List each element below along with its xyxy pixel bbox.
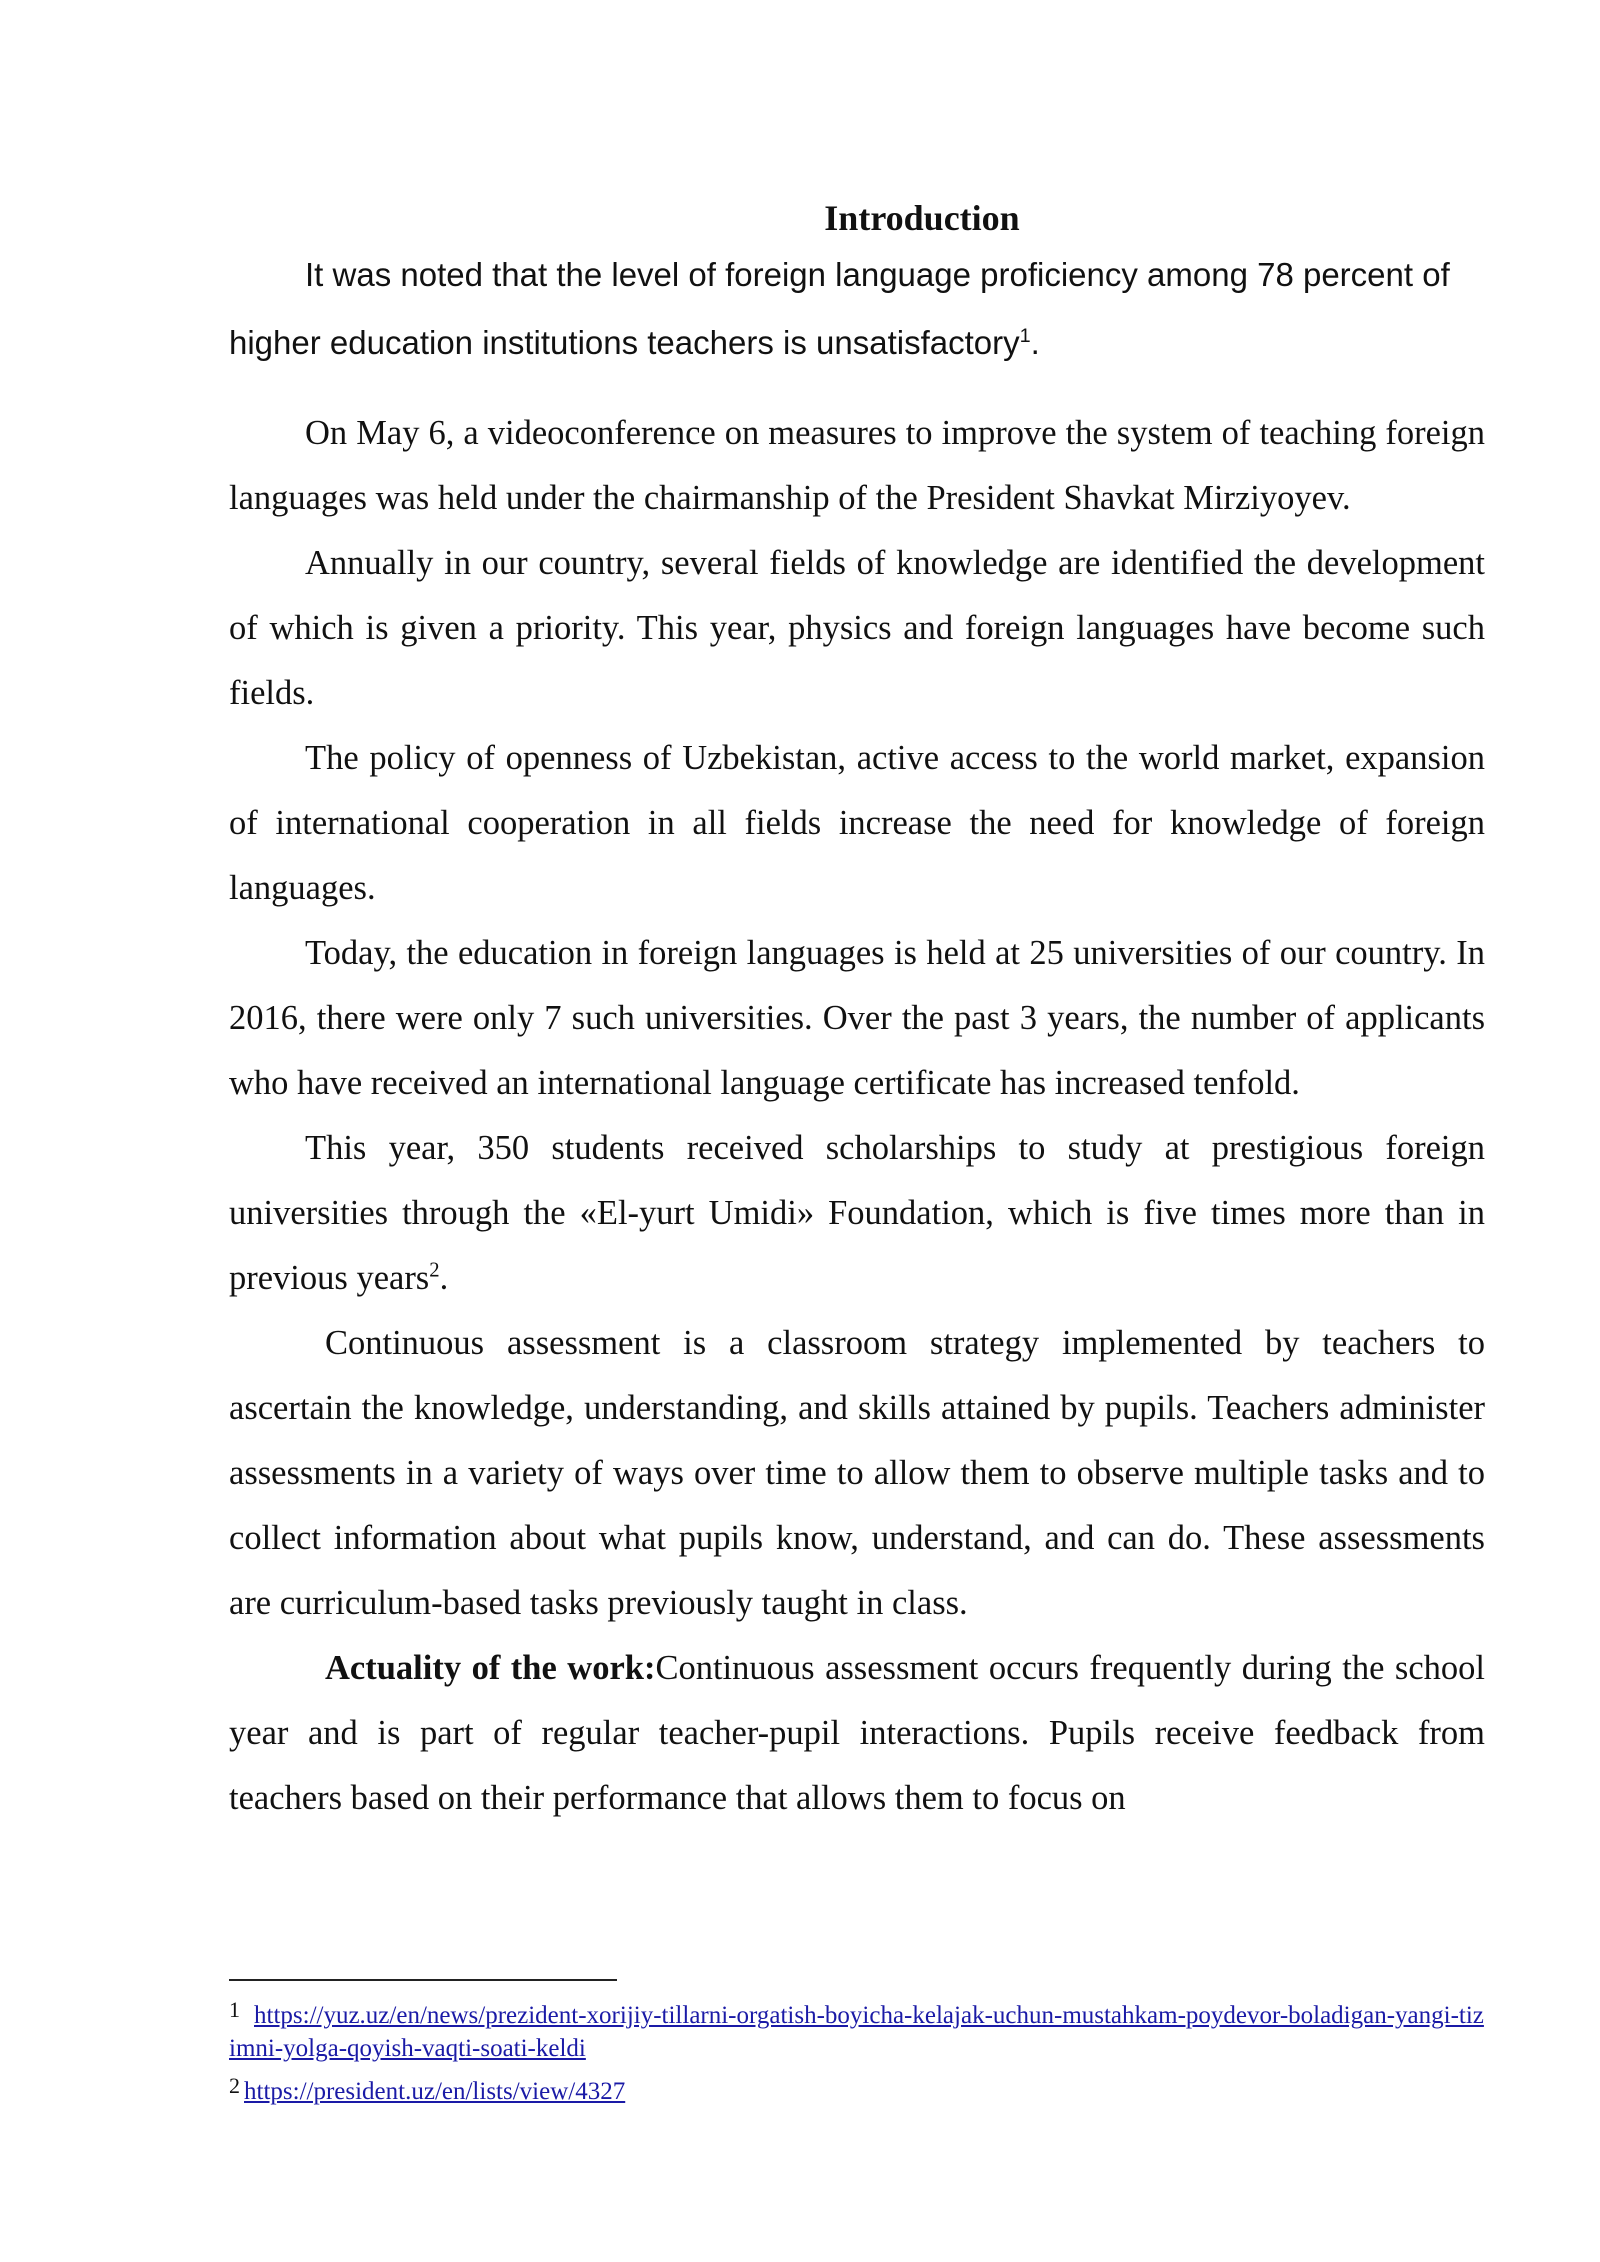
footnote-ref-1[interactable]: 1 (1019, 325, 1031, 347)
footnote-2 (229, 2069, 1487, 2108)
document-body (229, 195, 1485, 1831)
paragraph-videoconference: On May 6, a videoconference on measures to improve the system of teaching foreign languages was held under the chairmanship of the President Shavkat Mirziyoyev. (229, 414, 1485, 517)
paragraph-scholarships (229, 1116, 1485, 1311)
footnote-1 (229, 1993, 1487, 2065)
footnotes (229, 1993, 1487, 2112)
footnote-mark-1: 1 (229, 1997, 240, 2022)
paragraph-continuous-assessment: Continuous assessment is a classroom strategy implemented by teachers to ascertain the knowledge, understanding, and skills attained by pupils. Teachers administer assessments in a variety of ways over time to allow them to observe multiple tasks and to collect information about what pupils know, understand, and can do. These assessments are curriculum-based tasks previously taught in class. (229, 1324, 1485, 1622)
paragraph-universities: Today, the education in foreign languages is held at 25 universities of our country. In 2016, there were only 7 such universities. Over the past 3 years, the number of applicants who have received an international language certificate has increased tenfold. (229, 934, 1485, 1102)
footnote-ref-2[interactable]: 2 (429, 1259, 440, 1282)
page-title: Introduction (824, 198, 1020, 238)
paragraph-openness-policy: The policy of openness of Uzbekistan, active access to the world market, expansion of international cooperation in all fields increase the need for knowledge of foreign languages. (229, 739, 1485, 907)
intro-end: . (1030, 324, 1040, 361)
footnote-link-2[interactable]: https://president.uz/en/lists/view/4327 (244, 2078, 626, 2105)
paragraph-priority-fields: Annually in our country, several fields of knowledge are identified the development of which is given a priority. This year, physics and foreign languages have become such fields. (229, 544, 1485, 712)
intro-paragraph (229, 241, 1485, 377)
actuality-text: Continuous assessment occurs frequently during the school year and is part of regular teacher-pupil interactions. Pupils receive feedback from teachers based on their performance that allows them to focus on (229, 1649, 1485, 1817)
actuality-label: Actuality of the work: (325, 1649, 656, 1687)
scholarship-text: This year, 350 students received scholarships to study at prestigious foreign universities through the «El-yurt Umidi» Foundation, which is five times more than in previous years (229, 1129, 1485, 1297)
paragraph-actuality (229, 1636, 1485, 1831)
footnote-link-1[interactable]: https://yuz.uz/en/news/prezident-xorijiy-tillarni-orgatish-boyicha-kelajak-uchun-mustahkam-poydevor-boladigan-yangi-tizimni-yolga-qoyish-vaqti-soati-keldi (229, 2002, 1484, 2062)
scholarship-end: . (439, 1259, 449, 1297)
intro-text: It was noted that the level of foreign language proficiency among 78 percent of higher education institutions teachers is unsatisfactory (229, 256, 1450, 361)
footnote-mark-2: 2 (229, 2073, 240, 2098)
footnote-separator (229, 1979, 617, 1981)
